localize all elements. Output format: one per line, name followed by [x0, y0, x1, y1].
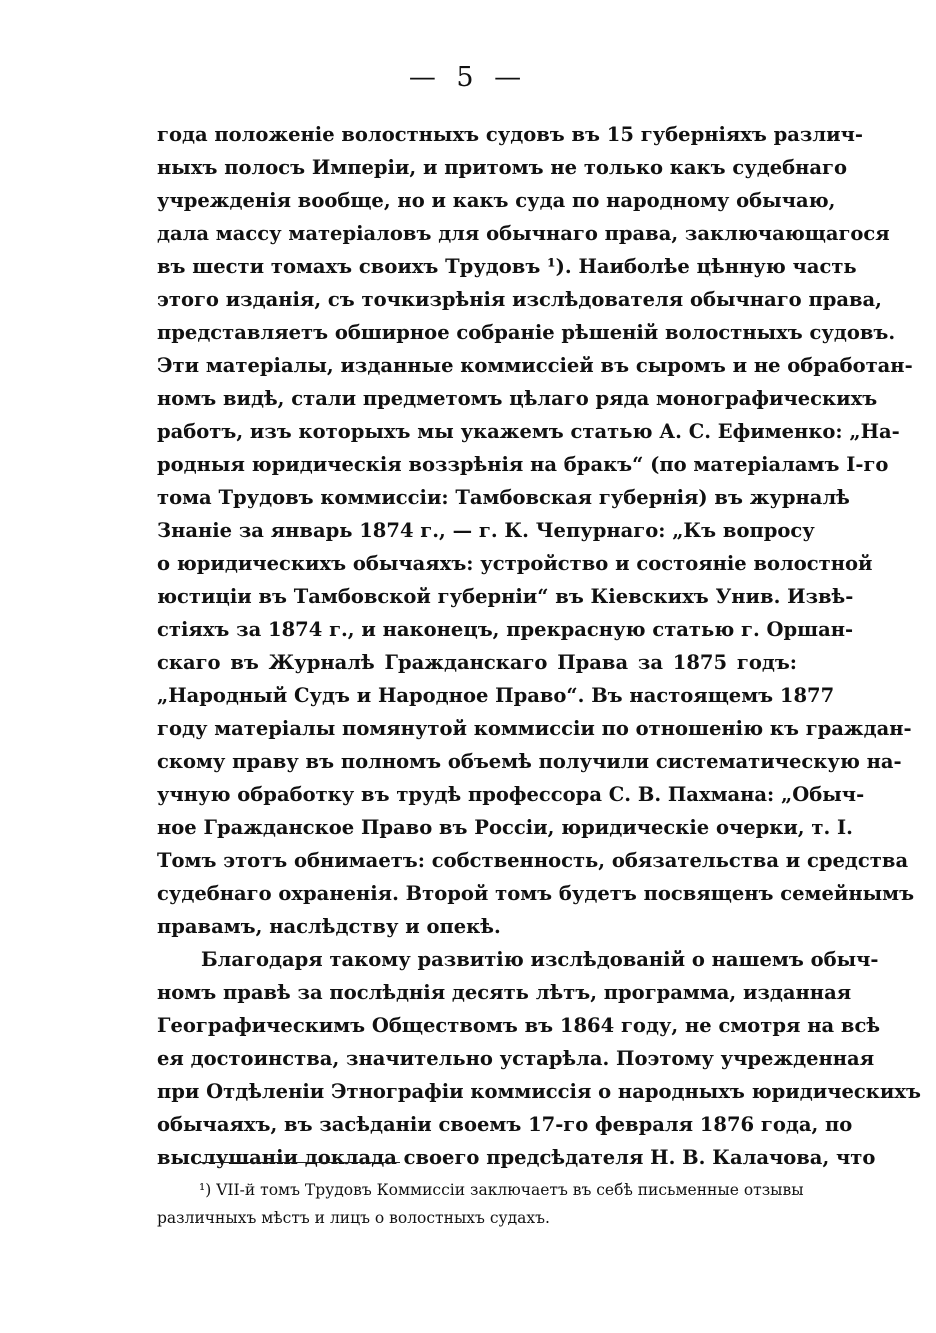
text-line: о юридическихъ обычаяхъ: устройство и состояніе волостной	[157, 552, 873, 575]
footnotes	[157, 1176, 804, 1232]
text-line: Географическимъ Обществомъ въ 1864 году, не смотря на всѣ	[157, 1014, 881, 1037]
text-line: Эти матеріалы, изданные коммиссіей въ сыромъ и не обработан-	[157, 354, 913, 377]
text-line: Томъ этотъ обнимаетъ: собственность, обязательства и средства	[157, 849, 909, 872]
text-line: году матеріалы помянутой коммиссіи по отношенію къ граждан-	[157, 717, 912, 740]
text-line: учрежденія вообще, но и какъ суда по народному обычаю,	[157, 189, 836, 212]
text-line: обычаяхъ, въ засѣданіи своемъ 17-го февраля 1876 года, по	[157, 1113, 853, 1136]
text-line: Благодаря такому развитію изслѣдованій о нашемъ обыч-	[201, 948, 879, 971]
text-line: номъ правѣ за послѣднія десять лѣтъ, программа, изданная	[157, 981, 852, 1004]
text-line: ное Гражданское Право въ Россіи, юридическіе очерки, т. I.	[157, 816, 853, 839]
text-line: ея достоинства, значительно устарѣла. Поэтому учрежденная	[157, 1047, 875, 1070]
text-line: дала массу матеріаловъ для обычнаго права, заключающагося	[157, 222, 890, 245]
text-line: юстиціи въ Тамбовской губерніи“ въ Кіевскихъ Унив. Извѣ-	[157, 585, 854, 608]
text-line: стіяхъ за 1874 г., и наконецъ, прекрасную статью г. Оршан-	[157, 618, 854, 641]
footnote-line: ¹) VII-й томъ Трудовъ Коммиссіи заключаетъ въ себѣ письменные отзывы	[199, 1181, 804, 1199]
text-line: года положеніе волостныхъ судовъ въ 15 губерніяхъ различ-	[157, 123, 863, 146]
footnote-line: различныхъ мѣстъ и лицъ о волостныхъ судахъ.	[157, 1209, 550, 1227]
text-line: Знаніе за январь 1874 г., — г. К. Чепурнаго: „Къ вопросу	[157, 519, 815, 542]
text-line: представляетъ обширное собраніе рѣшеній волостныхъ судовъ.	[157, 321, 896, 344]
text-line: въ шести томахъ своихъ Трудовъ ¹). Наиболѣе цѣнную часть	[157, 255, 857, 278]
text-line: родныя юридическія воззрѣнія на бракъ“ (по матеріаламъ I-го	[157, 453, 889, 476]
text-line: „Народный Судъ и Народное Право“. Въ настоящемъ 1877	[157, 684, 835, 707]
text-line: этого изданія, съ точкизрѣнія изслѣдователя обычнаго права,	[157, 288, 882, 311]
text-line: тома Трудовъ коммиссіи: Тамбовская губернія) въ журналѣ	[157, 486, 850, 509]
main-text	[157, 118, 921, 1174]
text-line: скому праву въ полномъ объемѣ получили систематическую на-	[157, 750, 902, 773]
text-line: судебнаго охраненія. Второй томъ будетъ посвященъ семейнымъ	[157, 882, 915, 905]
text-line: работъ, изъ которыхъ мы укажемъ статью А. С. Ефименко: „На-	[157, 420, 900, 443]
text-line: ныхъ полосъ Имперіи, и притомъ не только какъ судебнаго	[157, 156, 847, 179]
text-line: при Отдѣленіи Этнографіи коммиссія о народныхъ юридическихъ	[157, 1080, 921, 1103]
page-number: — 5 —	[408, 62, 528, 93]
text-line: выслушаніи доклада своего предсѣдателя Н. В. Калачова, что	[157, 1146, 876, 1169]
text-line: номъ видѣ, стали предметомъ цѣлаго ряда монографическихъ	[157, 387, 878, 410]
text-line: правамъ, наслѣдству и опекѣ.	[157, 915, 501, 938]
text-line: учную обработку въ трудѣ профессора С. В. Пахмана: „Обыч-	[157, 783, 865, 806]
footnote-rule	[198, 1162, 400, 1163]
text-line: скаго въ Журналѣ Гражданскаго Права за 1875 годъ:	[157, 651, 797, 674]
